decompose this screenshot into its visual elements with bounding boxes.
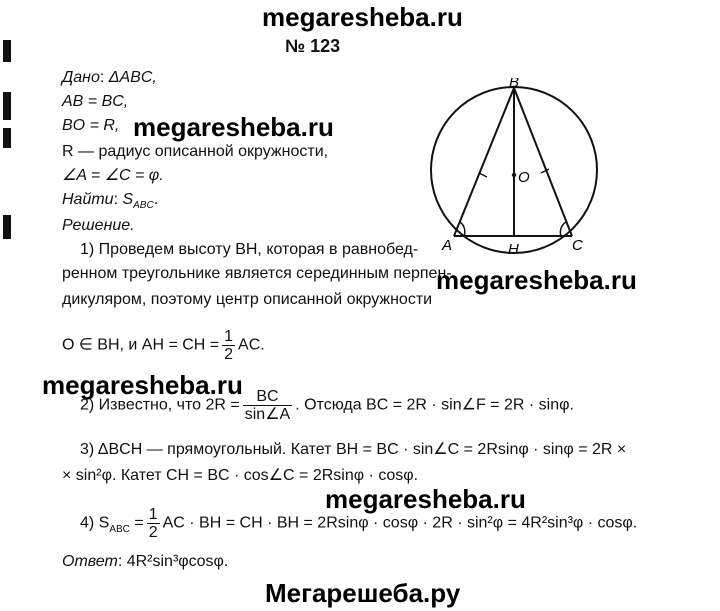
site-header-watermark: megaresheba.ru (262, 2, 463, 32)
step1-line3: дикуляром, поэтому центр описанной окружности (62, 291, 433, 308)
step2-post: . Отсюда BC = 2R · sin∠F = 2R · sinφ. (295, 396, 574, 414)
step3-line2: × sin²φ. Катет CH = BC · cos∠C = 2Rsinφ · cosφ. (62, 467, 419, 484)
step1-line4 (62, 328, 265, 363)
watermark: megaresheba.ru (133, 112, 334, 142)
center-point-o (512, 173, 516, 177)
scan-edge-mark (3, 128, 11, 148)
given-label: Дано (62, 69, 100, 86)
tick-mark-ab (479, 173, 487, 177)
step2-line (80, 388, 574, 423)
find-value: S (122, 191, 134, 208)
scan-edge-mark (3, 92, 11, 120)
fraction-one-half (147, 506, 160, 541)
center-label-o: O (518, 169, 530, 186)
fraction-denominator: 2 (148, 524, 158, 541)
step4-line (80, 506, 637, 541)
angle-arc-c (560, 222, 566, 236)
find-subscript: ABC (133, 200, 154, 212)
fraction-denominator: sin∠A (244, 406, 291, 423)
scan-edge-mark (3, 215, 11, 239)
given-triangle: ΔABC, (108, 69, 157, 86)
scan-edge-mark (3, 40, 11, 62)
fraction-one-half (222, 328, 235, 363)
find-line: Найти: $S_{ABC}$. (62, 191, 159, 212)
step4-post: AC · BH = CH · BH = 2Rsinφ · cosφ · 2R · sin²φ = 4R²sin³φ · cosφ. (162, 514, 638, 532)
given-eq1: AB = BC, (62, 93, 129, 110)
vertex-label-b: B (509, 78, 520, 91)
given-eq2: BO = R, (62, 117, 120, 134)
answer-value: : 4R²sin³φcosφ. (117, 553, 229, 570)
fraction-numerator: 1 (148, 506, 158, 523)
triangle-circle-diagram (420, 78, 620, 268)
step3-line1: 3) ΔBCH — прямоугольный. Катет BH = BC · sin∠C = 2Rsinφ · sinφ = 2R × (80, 441, 627, 458)
given-angles: ∠A = ∠C = φ. (62, 167, 164, 184)
given-radius-note: R — радиус описанной окружности, (62, 143, 329, 160)
answer-line (62, 552, 228, 572)
fraction-numerator: 1 (224, 328, 234, 345)
step4-eq: = (129, 514, 144, 532)
step4-subscript: ABC (109, 523, 130, 535)
vertex-label-c: C (572, 237, 583, 254)
given-line: Дано: ΔABC, (62, 69, 157, 86)
site-footer: Мегарешеба.ру (265, 578, 461, 608)
watermark: megaresheba.ru (325, 484, 526, 514)
answer-label: Ответ (62, 553, 118, 570)
step1-line1: 1) Проведем высоту BH, которая в равнобед- (80, 241, 419, 258)
fraction-bc-sin-a (243, 388, 292, 423)
side-ab (454, 88, 514, 236)
step1-line4-pre: O ∈ BH, и AH = CH = (62, 336, 220, 354)
point-label-h: H (508, 241, 519, 258)
vertex-label-a: A (442, 237, 453, 254)
fraction-denominator: 2 (224, 346, 234, 363)
problem-number: № 123 (285, 36, 341, 56)
step1-line2: ренном треугольнике является серединным перпен- (62, 265, 452, 282)
watermark: megaresheba.ru (42, 370, 243, 400)
step1-line4-post: AC. (238, 336, 265, 354)
solution-label: Решение. (62, 217, 135, 234)
step4-pre: 4) S (80, 514, 110, 532)
side-bc (514, 88, 572, 236)
find-label: Найти (62, 191, 114, 208)
fraction-numerator: BC (243, 388, 292, 406)
step2-pre: 2) Известно, что 2R = (80, 396, 240, 414)
watermark: megaresheba.ru (436, 265, 637, 295)
